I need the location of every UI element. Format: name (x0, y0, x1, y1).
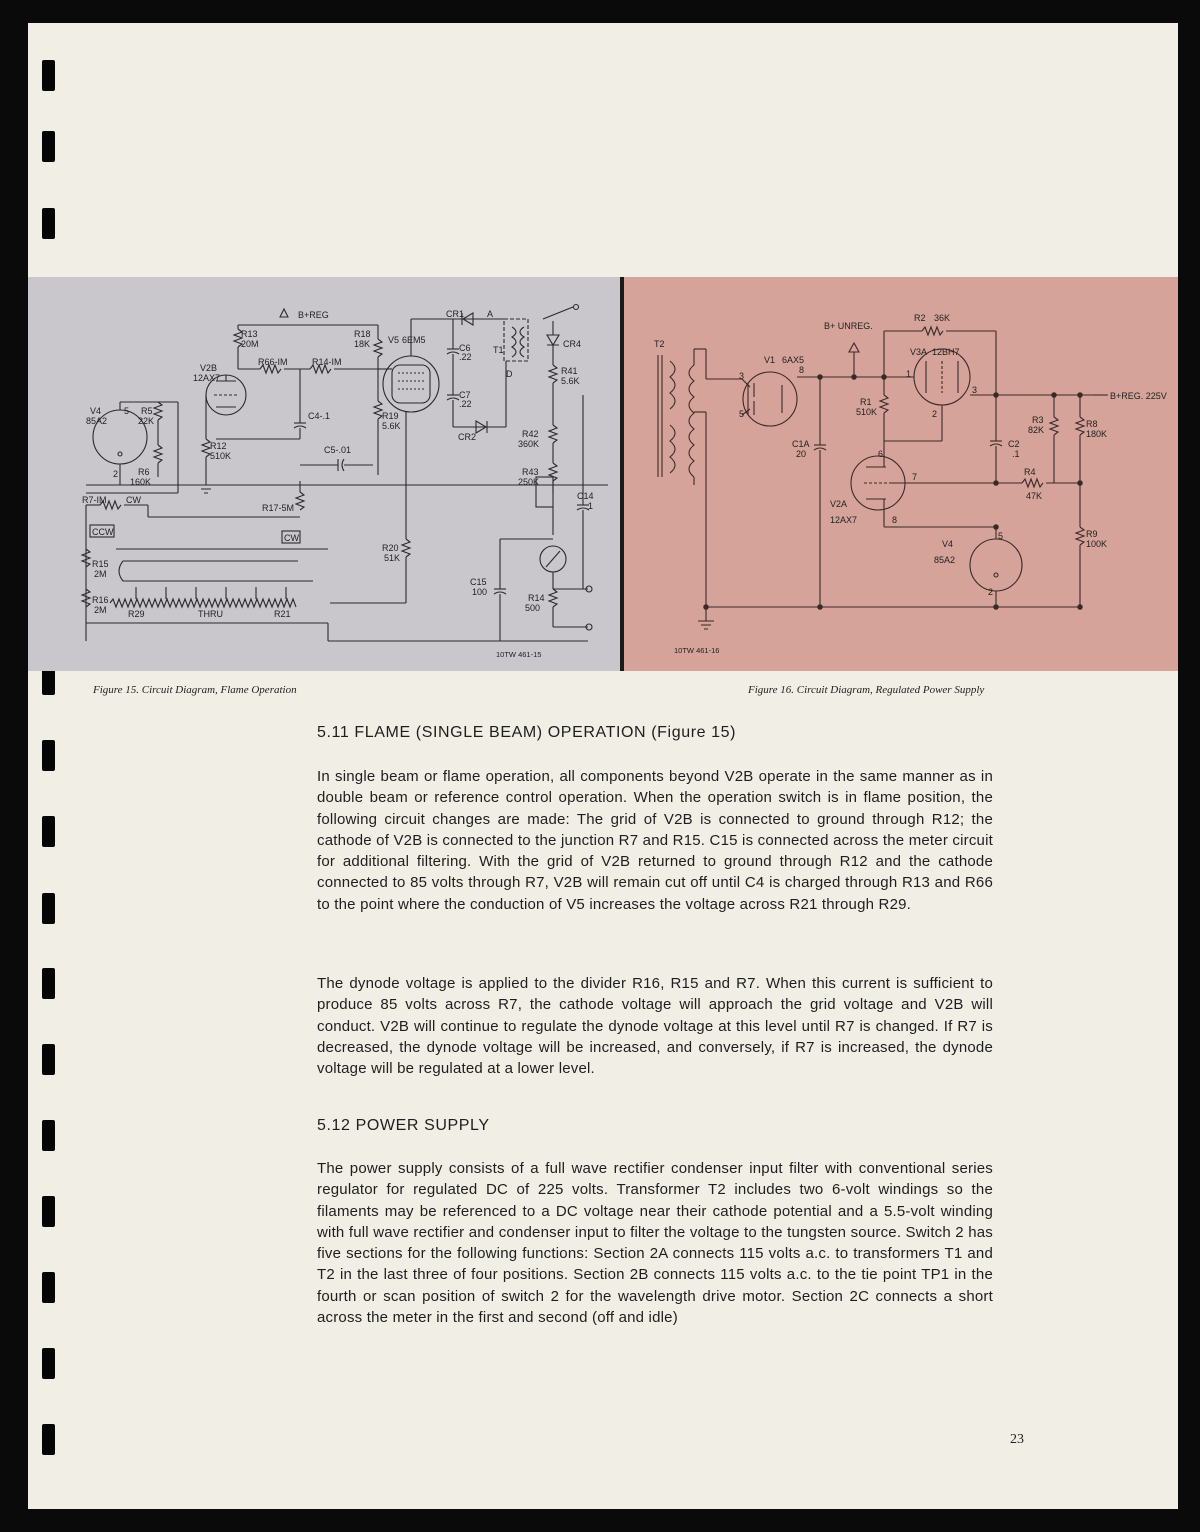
binding-hole (42, 60, 55, 91)
label-v5-type: 6EM5 (402, 335, 426, 345)
label-pin-5b: 5 (998, 531, 1004, 541)
label-r19-value: 5.6K (382, 421, 401, 431)
section-5-11-paragraph-1: In single beam or flame operation, all components beyond V2B operate in the same manner as in double beam or reference control operation. When the operation switch is in flame position, the following circuit changes are made: The grid of V2B is connected to ground through R12; the cathode of V2B is connected to the junction R7 and R15. C15 is connected across the meter circuit for additional filtering. With the grid of V2B returned to ground through R12 and the cathode connected to 85 volts through R7, V2B will remain cut off until C4 is charged through R13 and R66 to the point where the conduction of V5 increases the voltage across R21 through R29. (317, 768, 993, 913)
label-r2-value: 36K (934, 313, 951, 323)
label-pin-7: 7 (912, 472, 918, 482)
label-v4: V4 (942, 539, 954, 549)
label-pin-6: 6 (878, 449, 884, 459)
label-a: A (487, 309, 494, 319)
label-thru: THRU (198, 609, 223, 619)
label-v1-type: 6AX5 (782, 355, 805, 365)
binding-hole (42, 131, 55, 162)
label-pin-2b: 2 (988, 587, 994, 597)
label-r43-value: 250K (518, 477, 540, 487)
label-r20-value: 51K (384, 553, 401, 563)
label-c6: C6 (459, 343, 471, 353)
label-r12-value: 510K (210, 451, 232, 461)
label-r8: R8 (1086, 419, 1098, 429)
label-r18: R18 (354, 329, 371, 339)
label-cw-r17: CW (284, 533, 299, 543)
label-v3a-type: 12BH7 (932, 347, 960, 357)
label-pin-2: 2 (932, 409, 938, 419)
label-r13: R13 (241, 329, 258, 339)
label-c7-value: .22 (459, 399, 472, 409)
section-5-12-heading: 5.12 POWER SUPPLY (317, 1117, 490, 1134)
section-5-11-heading: 5.11 FLAME (SINGLE BEAM) OPERATION (Figure 15) (317, 724, 737, 741)
label-v4-type: 85A2 (86, 416, 108, 426)
binding-hole (42, 1424, 55, 1455)
label-r42: R42 (522, 429, 539, 439)
label-r9: R9 (1086, 529, 1098, 539)
label-ccw: CCW (92, 527, 114, 537)
label-r1-value: 510K (856, 407, 878, 417)
label-bunreg: B+ UNREG. (824, 321, 873, 331)
label-r19: R19 (382, 411, 399, 421)
label-r6: R6 (138, 467, 150, 477)
label-r13-value: 20M (241, 339, 259, 349)
label-c5: C5-.01 (324, 445, 352, 455)
figure-15-flame-circuit (28, 277, 620, 671)
section-5-11-paragraph-2: The dynode voltage is applied to the divider R16, R15 and R7. When this current is sufficient to produce 85 volts across R7, the cathode voltage will approach the grid voltage and V2B will conduct. V2B will continue to regulate the dynode voltage at this level until R7 is changed. If R7 is decreased, the dynode voltage will be increased, and conversely, if R7 is increased, the dynode voltage will be regulated at a lower level. (317, 975, 993, 1078)
label-r18-value: 18K (354, 339, 371, 349)
label-v1: V1 (764, 355, 776, 365)
label-r3: R3 (1032, 415, 1044, 425)
binding-hole (42, 893, 55, 924)
label-cr4: CR4 (563, 339, 582, 349)
label-r16-value: 2M (94, 605, 107, 615)
label-c2: C2 (1008, 439, 1020, 449)
label-r2: R2 (914, 313, 926, 323)
binding-hole (42, 1120, 55, 1151)
label-t2: T2 (654, 339, 665, 349)
label-r20: R20 (382, 543, 399, 553)
binding-hole (42, 816, 55, 847)
label-r14-500-value: 500 (525, 603, 541, 613)
label-cr2: CR2 (458, 432, 477, 442)
label-v4: V4 (90, 406, 102, 416)
label-c14-value: 1 (588, 501, 594, 511)
label-c7: C7 (459, 390, 471, 400)
label-pin-5: 5 (124, 406, 130, 416)
label-breg: B+REG. 225V (1110, 391, 1167, 401)
binding-hole (42, 208, 55, 239)
drawing-code-15: 10TW 461-15 (496, 650, 542, 659)
label-r15: R15 (92, 559, 109, 569)
label-r43: R43 (522, 467, 539, 477)
binding-hole (42, 1044, 55, 1075)
label-v2b-type: 12AX7 (193, 373, 221, 383)
label-v5: V5 (388, 335, 400, 345)
label-r9-value: 100K (1086, 539, 1108, 549)
drawing-code-16: 10TW 461-16 (674, 646, 720, 655)
label-c4: C4-.1 (308, 411, 331, 421)
label-c2-value: .1 (1012, 449, 1020, 459)
label-r16: R16 (92, 595, 109, 605)
label-r17: R17-5M (262, 503, 295, 513)
label-r41: R41 (561, 366, 578, 376)
label-v4-type: 85A2 (934, 555, 956, 565)
label-pin-8: 8 (799, 365, 805, 375)
label-r14: R14-IM (312, 357, 342, 367)
label-d: D (506, 369, 513, 379)
figure-15-caption: Figure 15. Circuit Diagram, Flame Operation (93, 684, 297, 696)
label-r4-value: 47K (1026, 491, 1043, 501)
binding-hole (42, 1348, 55, 1379)
label-c14: C14 (577, 491, 594, 501)
label-breg: B+REG (298, 310, 329, 320)
label-r21: R21 (274, 609, 291, 619)
label-r29: R29 (128, 609, 145, 619)
label-v2b: V2B (200, 363, 218, 373)
label-r8-value: 180K (1086, 429, 1108, 439)
label-r6-value: 160K (130, 477, 152, 487)
section-5-12-paragraph-1: The power supply consists of a full wave rectifier condenser input filter with conventional series regulator for regulated DC of 225 volts. Transformer T2 includes two 6-volt windings so the filaments may be referenced to a DC voltage near their cathode potential and a 5.5-volt winding with full wave rectifier and condenser input to filter the voltage to the tungsten source. Switch 2 has five sections for the following functions: Section 2A connects 115 volts a.c. to transformers T1 and T2 in the last three of four positions. Section 2B connects 115 volts a.c. to the tie point TP1 in the fourth or scan position of switch 2 for the wavelength drive motor. Section 2C connects a short across the meter in the first and second (off and idle) (317, 1160, 993, 1327)
binding-hole (42, 968, 55, 999)
figure-16-power-supply-circuit (624, 277, 1178, 671)
label-r1: R1 (860, 397, 872, 407)
binding-hole (42, 1196, 55, 1227)
binding-hole (42, 1272, 55, 1303)
label-c1a-value: 20 (796, 449, 807, 459)
label-v2a: V2A (830, 499, 848, 509)
binding-hole (42, 740, 55, 771)
label-r14-500: R14 (528, 593, 545, 603)
label-pin-5: 5 (739, 409, 745, 419)
label-cr1: CR1 (446, 309, 465, 319)
label-v2a-type: 12AX7 (830, 515, 858, 525)
label-pin-3: 3 (739, 371, 745, 381)
label-r41-value: 5.6K (561, 376, 580, 386)
label-pin-8b: 8 (892, 515, 898, 525)
label-r4: R4 (1024, 467, 1036, 477)
label-t1: T1 (493, 345, 504, 355)
label-r66: R66-IM (258, 357, 288, 367)
label-r15-value: 2M (94, 569, 107, 579)
figure-16-caption: Figure 16. Circuit Diagram, Regulated Power Supply (748, 684, 985, 696)
page-number: 23 (1010, 1432, 1024, 1447)
label-c15: C15 (470, 577, 487, 587)
label-c6-value: .22 (459, 352, 472, 362)
label-c15-value: 100 (472, 587, 488, 597)
label-r5-value: 22K (138, 416, 155, 426)
label-r5: R5 (141, 406, 153, 416)
label-v3a: V3A (910, 347, 928, 357)
label-cw: CW (126, 495, 141, 505)
label-pin-3b: 3 (972, 385, 978, 395)
label-r12: R12 (210, 441, 227, 451)
label-r7: R7-IM (82, 495, 107, 505)
label-r3-value: 82K (1028, 425, 1045, 435)
label-r42-value: 360K (518, 439, 540, 449)
label-c1a: C1A (792, 439, 810, 449)
label-pin-2: 2 (113, 469, 119, 479)
label-pin-1: 1 (906, 369, 912, 379)
